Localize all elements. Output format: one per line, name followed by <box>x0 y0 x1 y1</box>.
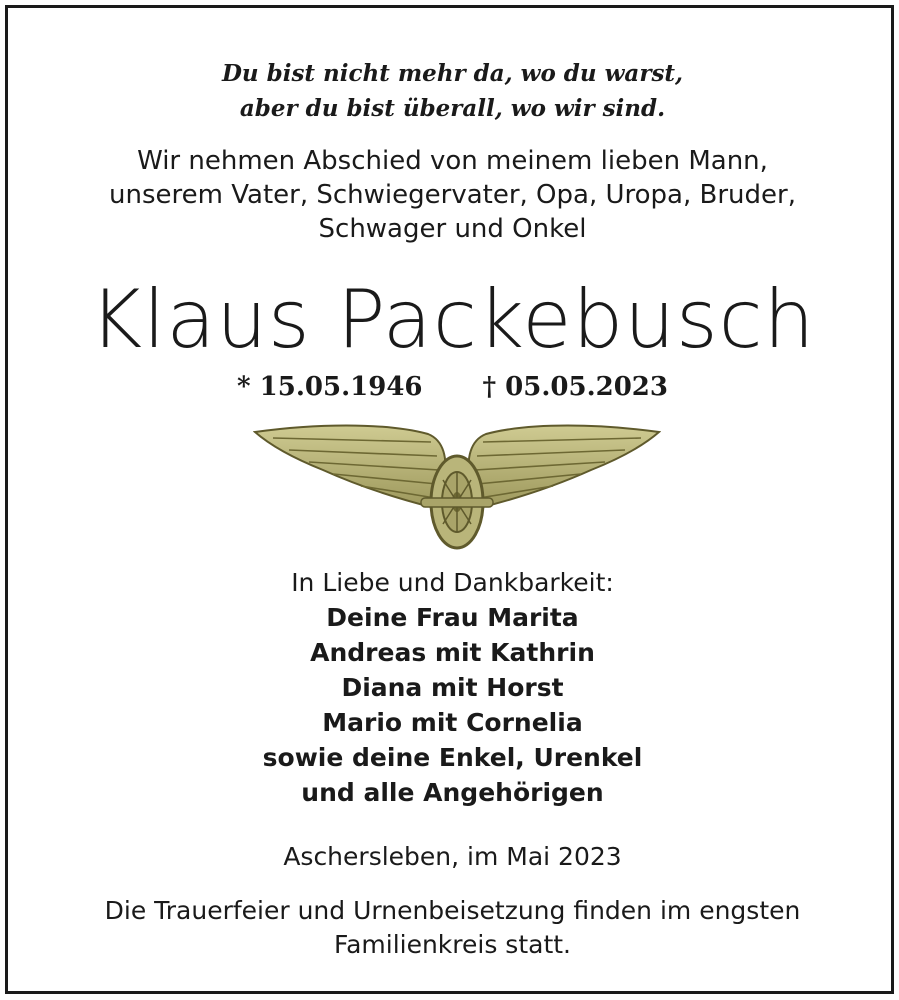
ceremony-notice-line-2: Familienkreis statt. <box>333 930 572 959</box>
obituary-frame <box>5 5 894 994</box>
mourner-name: Mario mit Cornelia <box>322 708 583 737</box>
deceased-name: Klaus Packebusch <box>89 273 816 366</box>
mourner-name: sowie deine Enkel, Urenkel <box>262 743 643 772</box>
mourner-name: und alle Angehörigen <box>301 778 604 807</box>
mourner-name: Deine Frau Marita <box>326 603 579 632</box>
death-date: † 05.05.2023 <box>482 372 668 402</box>
mourners-intro: In Liebe und Dankbarkeit: <box>291 568 614 597</box>
winged-wheel-icon <box>253 420 661 560</box>
ceremony-notice-line-1: Die Trauerfeier und Urnenbeisetzung finden im engsten <box>104 896 801 925</box>
intro-line-2: unserem Vater, Schwiegervater, Opa, Uropa, Bruder, <box>109 180 796 210</box>
motto-line-2: aber du bist überall, wo wir sind. <box>239 95 666 122</box>
mourner-name: Andreas mit Kathrin <box>310 638 595 667</box>
intro-line-3: Schwager und Onkel <box>318 214 587 244</box>
intro-line-1: Wir nehmen Abschied von meinem lieben Mann, <box>137 146 768 176</box>
birth-date: * 15.05.1946 <box>237 372 423 402</box>
mourner-name: Diana mit Horst <box>341 673 564 702</box>
place-and-date: Aschersleben, im Mai 2023 <box>283 842 622 871</box>
life-dates <box>8 372 897 402</box>
motto-line-1: Du bist nicht mehr da, wo du warst, <box>221 60 684 87</box>
